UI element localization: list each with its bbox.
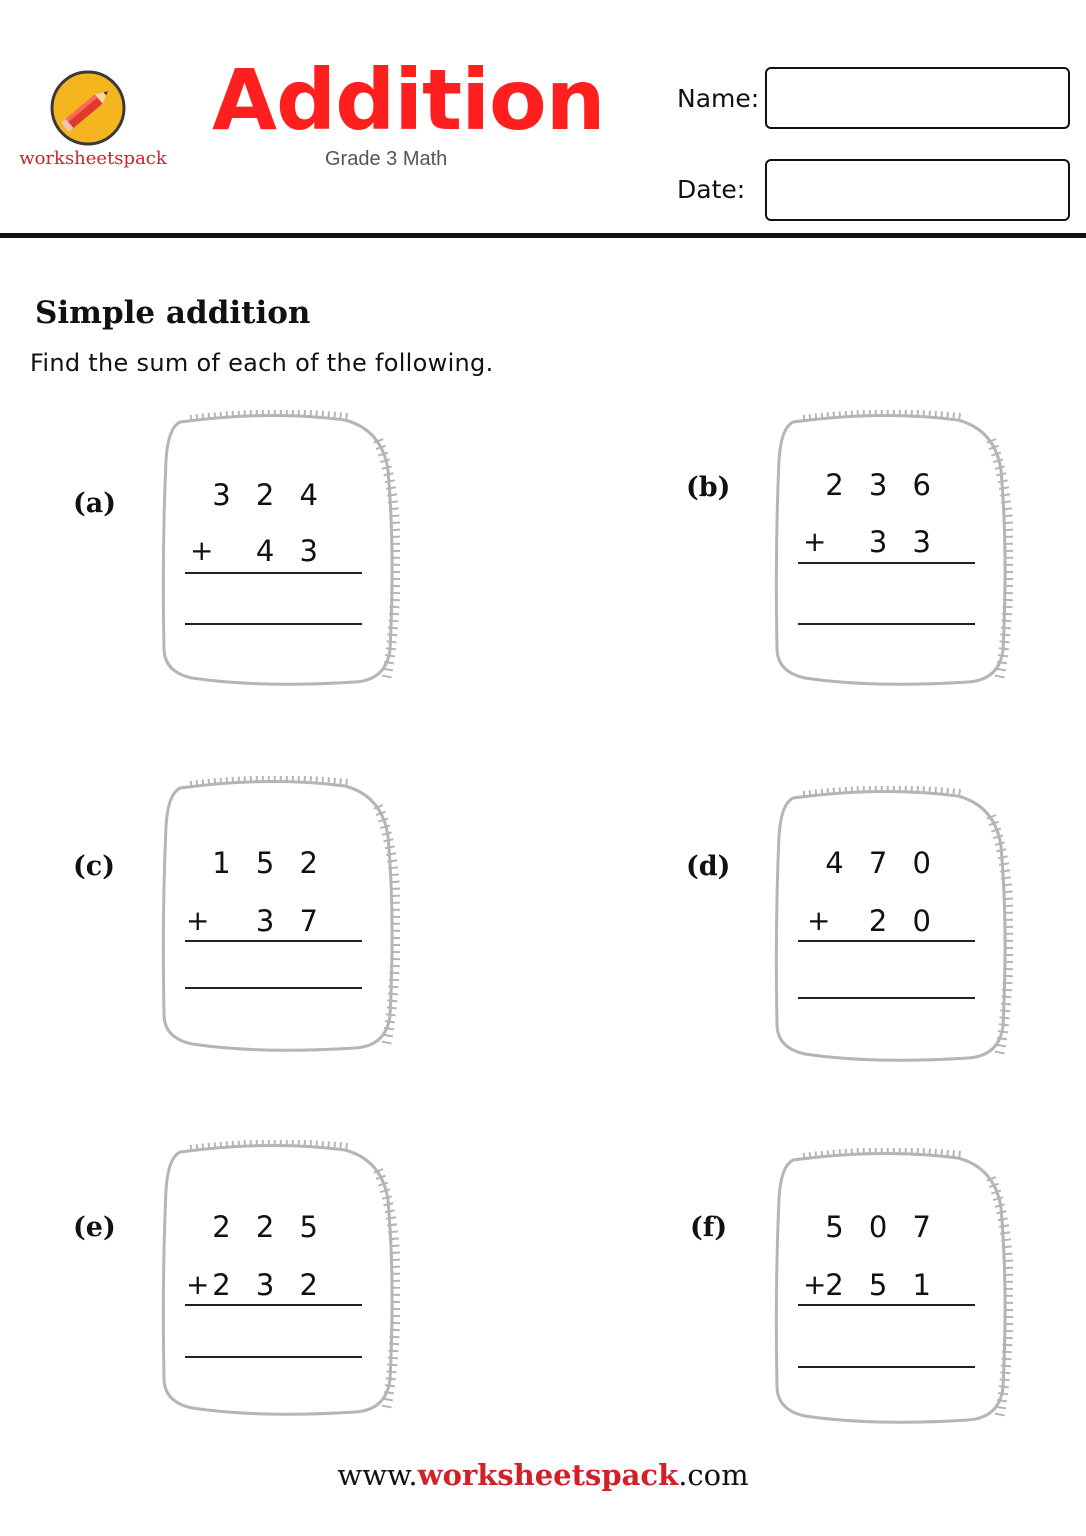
top-number: 1 5 2 <box>212 846 326 880</box>
problem-label: (f) <box>690 1212 728 1243</box>
problem-c <box>0 776 520 1066</box>
problem-e <box>0 1140 520 1430</box>
logo-text: worksheetspack <box>19 148 167 169</box>
bottom-number: 2 3 2 <box>212 1268 326 1302</box>
footer-url[interactable] <box>0 1458 1086 1492</box>
header-divider <box>0 233 1086 238</box>
plus-sign: + <box>186 904 210 937</box>
top-number: 3 2 4 <box>212 478 326 512</box>
footer-brand: worksheetspack <box>417 1458 679 1492</box>
sum-line <box>185 1304 362 1306</box>
problem-b <box>613 410 1086 700</box>
instruction-text: Find the sum of each of the following. <box>30 349 494 377</box>
bottom-number: 3 7 <box>255 904 326 938</box>
sum-line <box>798 940 975 942</box>
plus-sign: + <box>803 525 827 558</box>
problem-label: (a) <box>73 488 117 519</box>
top-number: 2 2 5 <box>212 1210 326 1244</box>
date-label: Date: <box>677 175 746 204</box>
answer-line[interactable] <box>798 1366 975 1368</box>
bottom-number: 4 3 <box>255 534 326 568</box>
top-number: 2 3 6 <box>825 468 939 502</box>
sum-line <box>185 572 362 574</box>
problem-f <box>613 1148 1086 1438</box>
answer-line[interactable] <box>798 623 975 625</box>
top-number: 5 0 7 <box>825 1210 939 1244</box>
answer-line[interactable] <box>185 1356 362 1358</box>
plus-sign: + <box>807 904 831 937</box>
pencil-logo-icon <box>50 70 126 146</box>
page-title: Addition <box>212 51 605 149</box>
problem-a <box>0 410 520 700</box>
date-field[interactable] <box>765 159 1070 221</box>
name-field[interactable] <box>765 67 1070 129</box>
problem-label: (e) <box>73 1212 116 1243</box>
bottom-number: 2 0 <box>868 904 939 938</box>
bottom-number: 3 3 <box>868 525 939 559</box>
footer-prefix: www. <box>337 1458 418 1492</box>
answer-line[interactable] <box>185 623 362 625</box>
answer-line[interactable] <box>185 987 362 989</box>
sum-line <box>185 940 362 942</box>
top-number: 4 7 0 <box>825 846 939 880</box>
answer-line[interactable] <box>798 997 975 999</box>
footer-suffix: .com <box>678 1458 749 1492</box>
sum-line <box>798 1304 975 1306</box>
section-title: Simple addition <box>35 295 311 331</box>
plus-sign: + <box>186 1268 210 1301</box>
name-label: Name: <box>677 84 760 113</box>
problem-label: (c) <box>73 851 115 882</box>
page-subtitle: Grade 3 Math <box>325 148 448 170</box>
problem-d <box>613 786 1086 1076</box>
bottom-number: 2 5 1 <box>825 1268 939 1302</box>
plus-sign: + <box>803 1268 827 1301</box>
sum-line <box>798 562 975 564</box>
plus-sign: + <box>190 534 214 567</box>
problem-label: (b) <box>686 472 731 503</box>
problem-label: (d) <box>686 851 731 882</box>
